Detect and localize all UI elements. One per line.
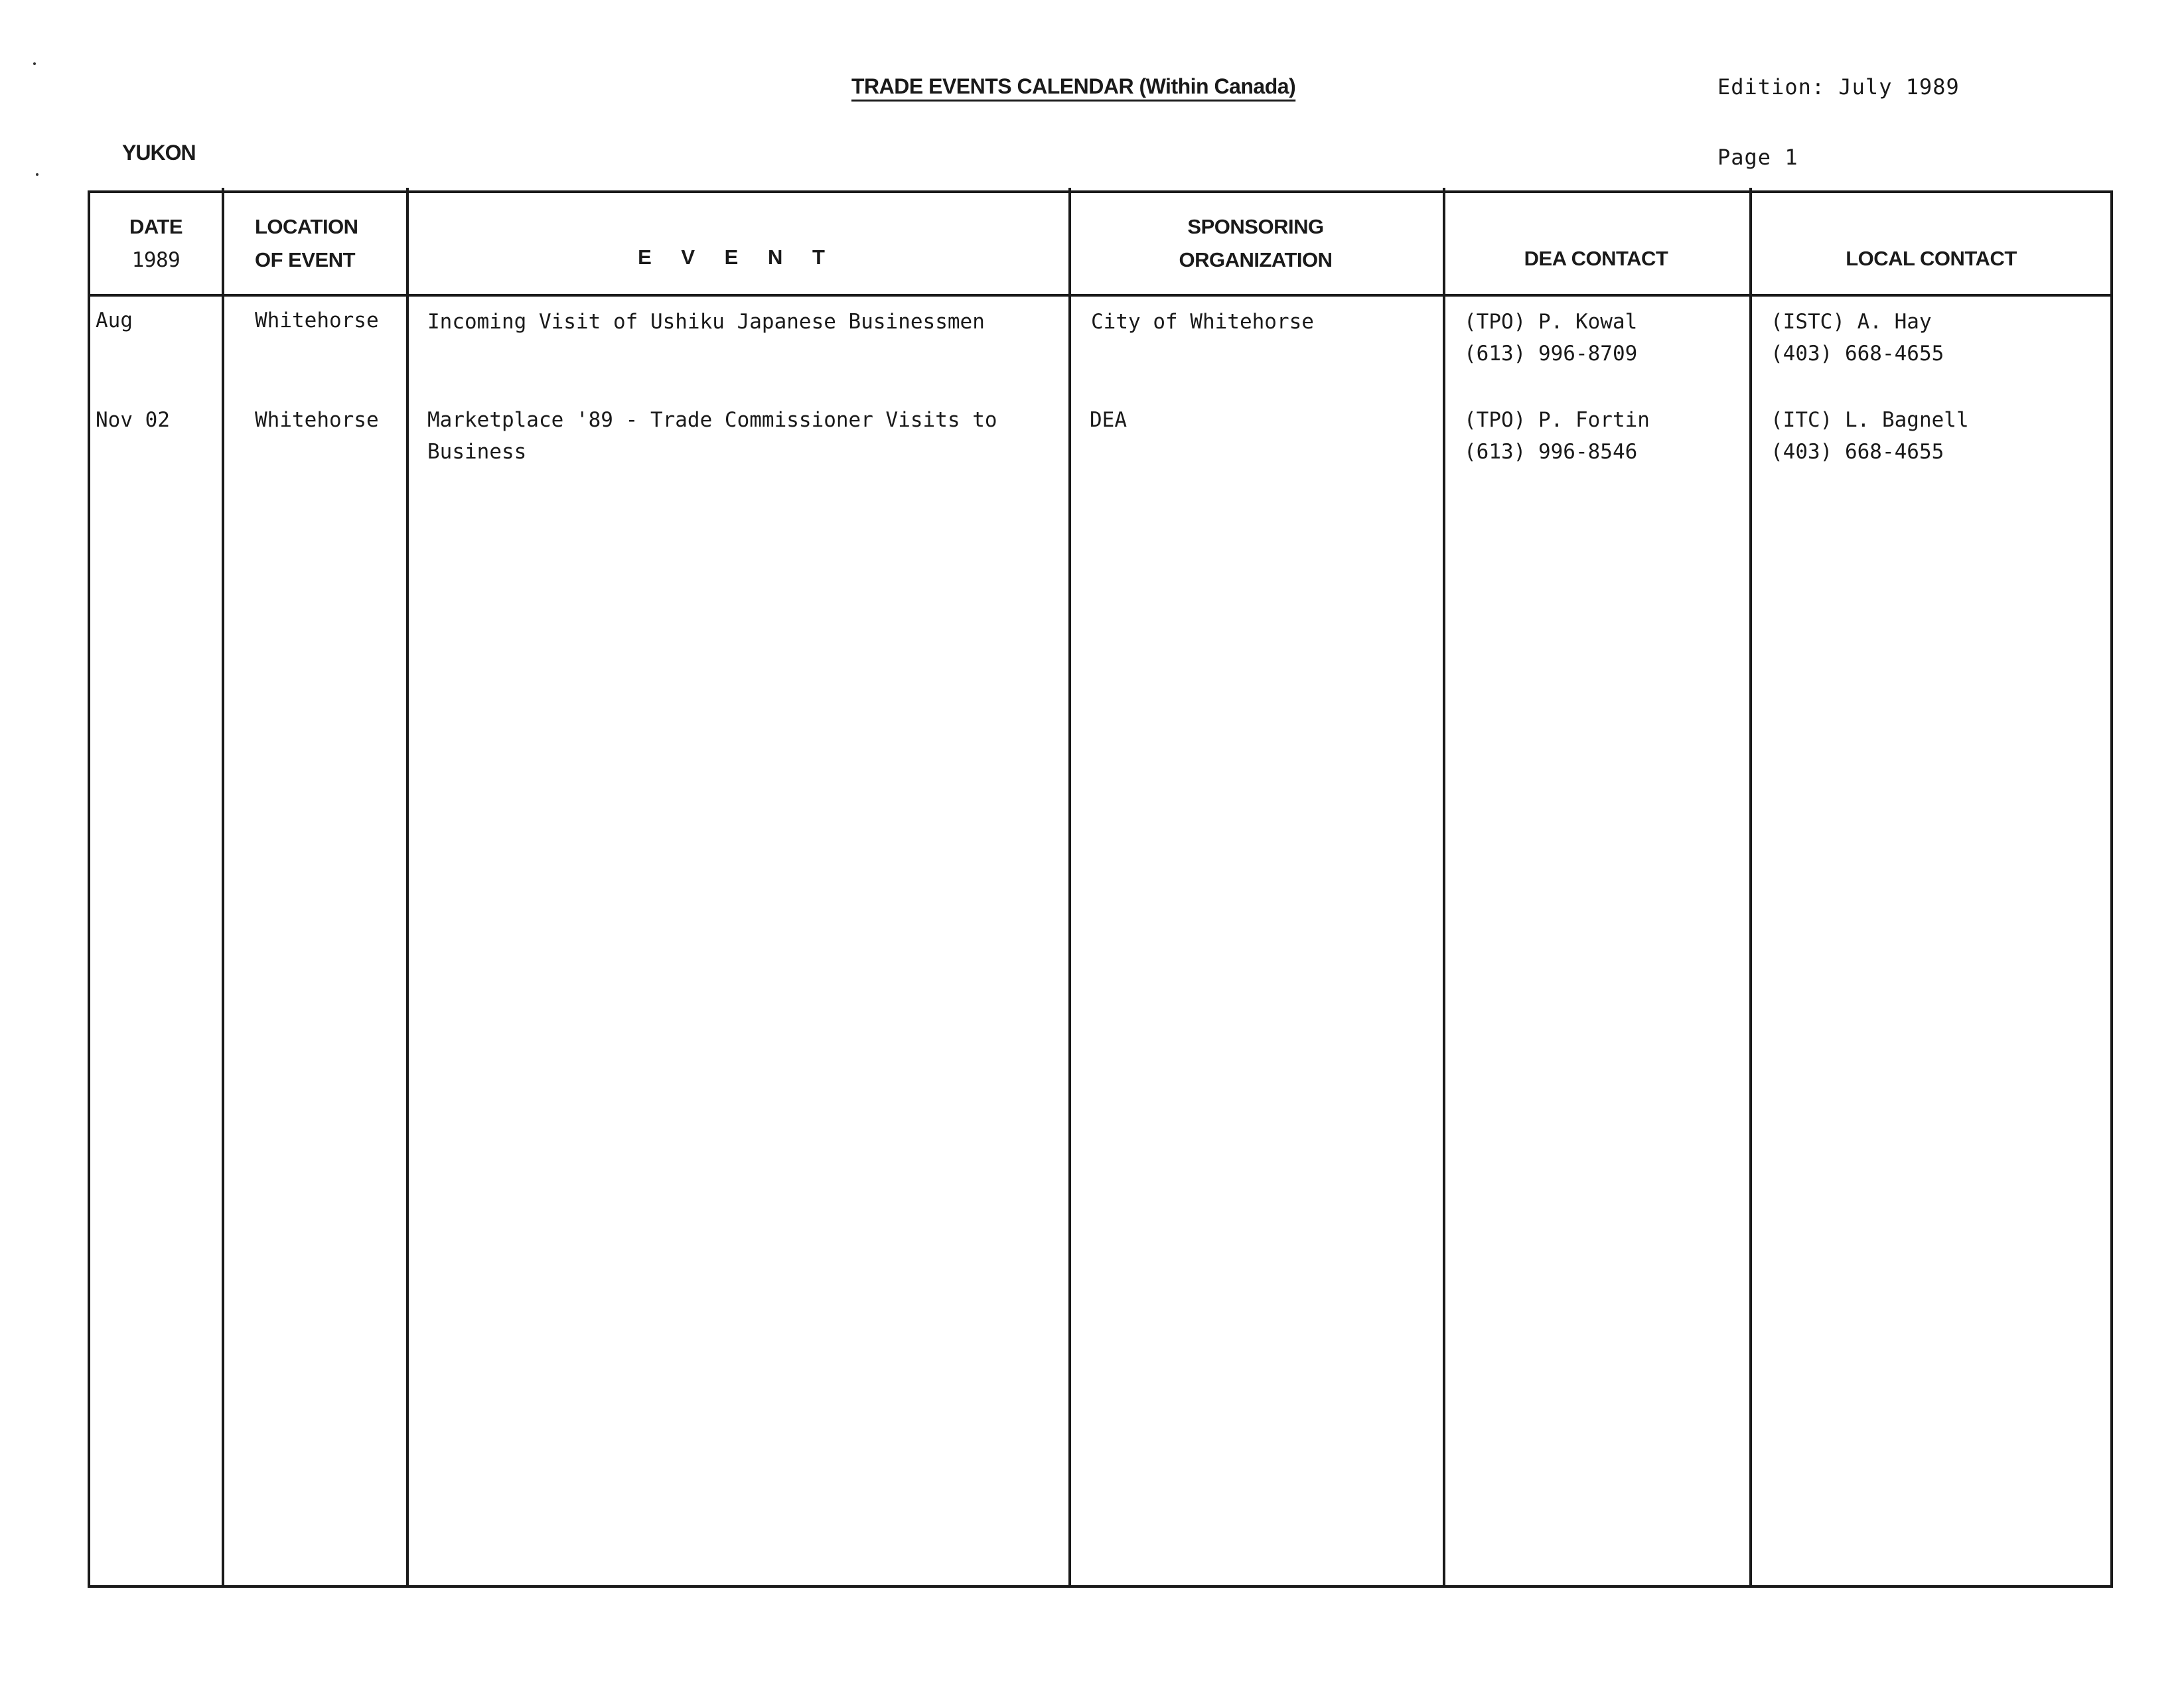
row2-event: Marketplace '89 - Trade Commissioner Visits to Business (427, 408, 997, 464)
header-event (406, 193, 1068, 294)
header-local-contact (1749, 193, 2113, 294)
header-divider (90, 294, 2110, 297)
row1-local-contact-name: (ISTC) A. Hay (1771, 310, 1932, 334)
header-date-label: DATE (129, 215, 183, 238)
row2-location: Whitehorse (255, 408, 379, 432)
row2-dea-contact-phone: (613) 996-8546 (1464, 440, 1638, 464)
row1-dea-contact-name: (TPO) P. Kowal (1464, 310, 1638, 334)
row1-location: Whitehorse (255, 309, 379, 332)
header-location-line2: OF EVENT (255, 248, 356, 271)
column-divider (1068, 188, 1071, 1585)
row2-date: Nov 02 (96, 408, 170, 432)
column-divider (222, 188, 224, 1585)
header-date-year: 1989 (131, 248, 181, 272)
header-sponsor (1068, 193, 1443, 294)
header-local-contact-label: LOCAL CONTACT (1846, 247, 2017, 270)
row1-date: Aug (96, 309, 133, 332)
header-location (255, 193, 406, 294)
column-divider (1749, 188, 1752, 1585)
header-location-line1: LOCATION (255, 215, 358, 238)
header-event-label: E V E N T (638, 246, 837, 269)
row1-local-contact-phone: (403) 668-4655 (1771, 342, 1944, 366)
row2-dea-contact-name: (TPO) P. Fortin (1464, 408, 1650, 432)
scan-speck (33, 62, 36, 65)
header-dea-contact (1443, 193, 1749, 294)
row1-sponsor: City of Whitehorse (1091, 310, 1314, 334)
row2-sponsor: DEA (1090, 408, 1127, 432)
scan-speck (36, 173, 38, 176)
events-table (88, 190, 2113, 1588)
page-number: Page 1 (1717, 145, 1798, 170)
region-label: YUKON (122, 141, 196, 165)
row1-event: Incoming Visit of Ushiku Japanese Businessmen (427, 310, 985, 334)
header-date (90, 193, 222, 294)
document-title: TRADE EVENTS CALENDAR (Within Canada) (851, 74, 1296, 98)
header-sponsor-line2: ORGANIZATION (1179, 248, 1333, 271)
header-sponsor-line1: SPONSORING (1187, 215, 1324, 238)
column-divider (1443, 188, 1445, 1585)
column-divider (406, 188, 409, 1585)
row2-local-contact-phone: (403) 668-4655 (1771, 440, 1944, 464)
header-dea-contact-label: DEA CONTACT (1524, 247, 1668, 270)
row1-dea-contact-phone: (613) 996-8709 (1464, 342, 1638, 366)
row2-local-contact-name: (ITC) L. Bagnell (1771, 408, 1969, 432)
edition-label: Edition: July 1989 (1717, 74, 1960, 100)
